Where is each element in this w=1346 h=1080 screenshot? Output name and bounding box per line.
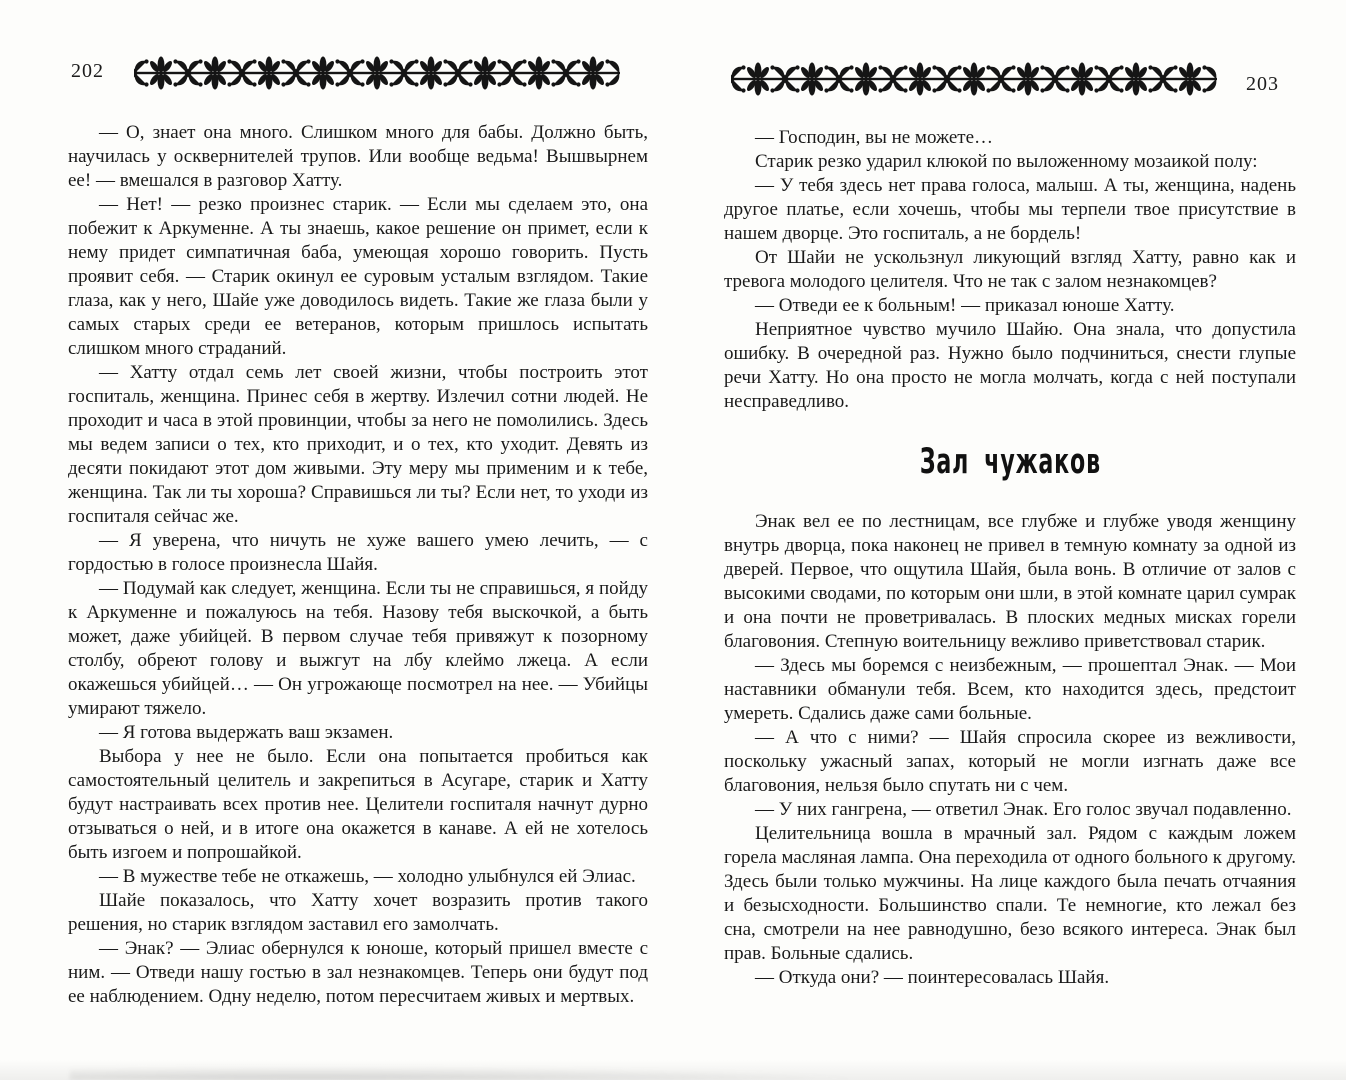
paragraph: — Здесь мы боремся с неизбежным, — прошептал Энак. — Мои наставники обманули тебя. Всем, кто находится здесь, предстоит умереть. Сдались даже сами больные. [724, 655, 1296, 724]
paragraph: — Хатту отдал семь лет своей жизни, чтобы построить этот госпиталь, женщина. Принес себя в жертву. Излечил сотни людей. Не проходит и часа в этой провинции, чтобы за него не помолились. Здесь мы ведем записи о тех, кто приходит, и о тех, кто уходит. Девять из десяти покидают этот дом живыми. Эту меру мы применим и к тебе, женщина. Так ли ты хороша? Справишься ли ты? Если нет, то уходи из госпиталя сейчас же. [68, 362, 648, 527]
paragraph: — Я готова выдержать ваш экзамен. [99, 722, 394, 743]
scan-shadow [0, 1060, 1346, 1080]
paragraph: Целительница вошла в мрачный зал. Рядом с каждым ложем горела масляная лампа. Она переходила от одного больного к другому. Здесь были только мужчины. На лице каждого была печать отчаяния и безысходности. Большинство спали. Те немногие, кто лежал без сна, смотрели на нее равнодушно, безо всякого интереса. Энак был прав. Больные сдались. [724, 823, 1296, 964]
paragraph: Выбора у нее не было. Если она попытается пробиться как самостоятельный целитель и закрепиться в Асугаре, старик и Хатту будут настраивать всех против нее. Целители госпиталя начнут дурно отзываться о ней, и в итоге она окажется в канаве. А ей не хотелось быть изгоем и попрошайкой. [68, 746, 648, 863]
paragraph: — Отведи ее к больным! — приказал юноше Хатту. [755, 295, 1175, 316]
paragraph: Неприятное чувство мучило Шайю. Она знала, что допустила ошибку. В очередной раз. Нужно было подчиниться, снести глупые речи Хатту. Но она просто не могла молчать, когда с ней поступали несправедливо. [724, 319, 1296, 412]
paragraph: Энак вел ее по лестницам, все глубже и глубже уводя женщину внутрь дворца, пока наконец не привел в темную комнату за одной из дверей. Первое, что ощутила Шайя, была вонь. В отличие от залов с высокими сводами, по которым они шли, в этой комнате царил сумрак и она почти не проветривалась. В плоских медных мисках горели благовония. Степную воительницу вежливо приветствовал старик. [724, 511, 1296, 652]
paragraph: — О, знает она много. Слишком много для бабы. Должно быть, научилась у осквернителей трупов. Или вообще ведьма! Вышвырнем ее! — вмешался в разговор Хатту. [68, 122, 648, 191]
scan-smudge [70, 1066, 870, 1080]
paragraph: Шайе показалось, что Хатту хочет возразить против такого решения, но старик взглядом заставил его замолчать. [68, 890, 648, 935]
paragraph: — Подумай как следует, женщина. Если ты не справишься, я пойду к Аркуменне и пожалуюсь на тебя. Назову тебя выскочкой, а быть может, даже убийцей. В первом случае тебя привяжут к позорному столбу, обреют голову и выжгут на лбу клеймо лжеца. А если окажешься убийцей… — Он угрожающе посмотрел на нее. — Убийцы умирают тяжело. [68, 578, 648, 719]
paragraph: — В мужестве тебе не откажешь, — холодно улыбнулся ей Элиас. [99, 866, 636, 887]
paragraph: — Господин, вы не можете… [755, 127, 994, 148]
ornament-band-right-icon [731, 61, 1217, 97]
page-right-text-top [724, 126, 1296, 414]
paragraph: — Откуда они? — поинтересовалась Шайя. [755, 967, 1110, 988]
page-right-text-bottom [724, 510, 1296, 990]
page-number-left: 202 [71, 60, 104, 82]
paragraph: — У них гангрена, — ответил Энак. Его голос звучал подавленно. [755, 799, 1292, 820]
page-number-right: 203 [1246, 73, 1279, 95]
paragraph: — Энак? — Элиас обернулся к юноше, который пришел вместе с ним. — Отведи нашу гостью в зал незнакомцев. Теперь они будут под ее наблюдением. Одну неделю, потом пересчитаем живых и мертвых. [68, 938, 648, 1007]
chapter-heading [724, 442, 1296, 483]
paragraph: — А что с ними? — Шайя спросила скорее из вежливости, поскольку ужасный запах, который не могли изгнать даже все благовония, нельзя было спутать ни с чем. [724, 727, 1296, 796]
paragraph: — Нет! — резко произнес старик. — Если мы сделаем это, она побежит к Аркуменне. А ты знаешь, какое решение он примет, если к нему придет симпатичная баба, умеющая хорошо говорить. Пусть проявит себя. — Старик окинул ее суровым усталым взглядом. Такие глаза, как у него, Шайе уже доводилось видеть. Такие же глаза были у самых старых среди ее ветеранов, которым пришлось испытать слишком много страданий. [68, 194, 648, 359]
page-left-text [68, 121, 648, 1009]
paragraph: Старик резко ударил клюкой по выложенному мозаикой полу: [755, 151, 1258, 172]
ornament-band-left-icon [134, 55, 620, 91]
paragraph: — У тебя здесь нет права голоса, малыш. А ты, женщина, надень другое платье, если хочешь, чтобы мы терпели твое присутствие в нашем дворце. Это госпиталь, а не бордель! [724, 175, 1296, 244]
paragraph: — Я уверена, что ничуть не хуже вашего умею лечить, — с гордостью в голосе произнесла Шайя. [68, 530, 648, 575]
paragraph: От Шайи не ускользнул ликующий взгляд Хатту, равно как и тревога молодого целителя. Что не так с залом незнакомцев? [724, 247, 1296, 292]
chapter-heading-text: Зал чужаков [919, 442, 1101, 483]
